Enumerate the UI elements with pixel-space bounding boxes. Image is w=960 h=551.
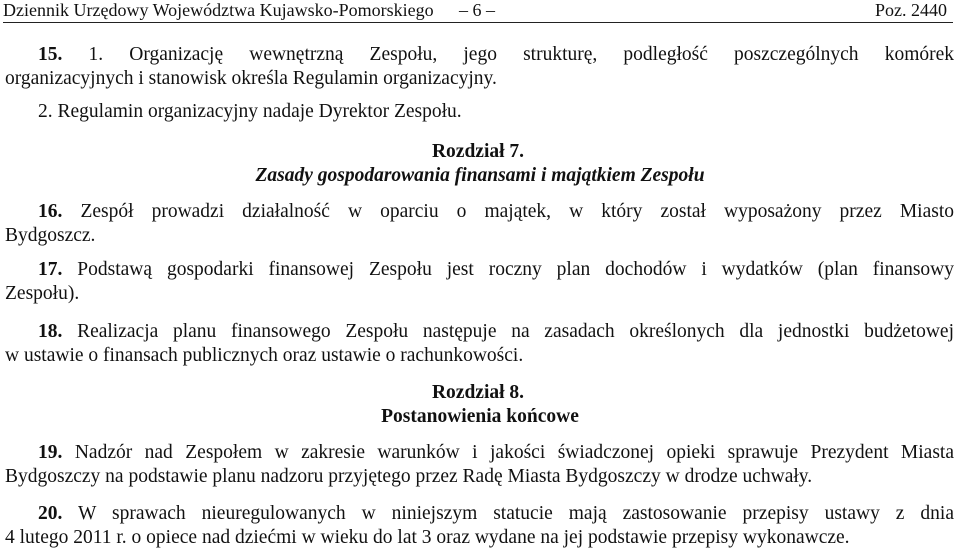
page-header bbox=[3, 0, 953, 23]
paragraph-number: 20. bbox=[38, 503, 63, 524]
chapter-7-title: Zasady gospodarowania finansami i majątkiem Zespołu bbox=[255, 165, 705, 186]
chapter-7-label: Rozdział 7. bbox=[431, 141, 525, 162]
paragraph-20-line-2: 4 lutego 2011 r. o opiece nad dziećmi w wieku do lat 3 oraz wydane na jej podstawie przepisy wykonawcze. bbox=[5, 527, 850, 548]
journal-title: Dziennik Urzędowy Województwa Kujawsko-Pomorskiego bbox=[3, 0, 434, 20]
paragraph-19-line-2: Bydgoszczy na podstawie planu nadzoru przyjętego przez Radę Miasta Bydgoszczy w drodze uchwały. bbox=[5, 466, 813, 487]
paragraph-number: 17. bbox=[38, 259, 63, 280]
paragraph-number: 16. bbox=[38, 201, 63, 222]
page-number: – 6 – bbox=[459, 0, 495, 20]
paragraph-text: Podstawą gospodarki finansowej Zespołu jest roczny plan dochodów i wydatków (plan finansowy bbox=[77, 259, 955, 280]
paragraph-17-line-2: Zespołu). bbox=[5, 283, 80, 304]
paragraph-18-line-2: w ustawie o finansach publicznych oraz ustawie o rachunkowości. bbox=[5, 345, 524, 366]
paragraph-18-line-1 bbox=[38, 320, 954, 344]
paragraph-text: Realizacja planu finansowego Zespołu następuje na zasadach określonych dla jednostki budżetowej bbox=[77, 321, 954, 342]
paragraph-text: 1. Organizację wewnętrzną Zespołu, jego strukturę, podległość poszczególnych komórek bbox=[88, 44, 955, 65]
paragraph-17-line-1 bbox=[38, 258, 954, 282]
paragraph-19-line-1 bbox=[38, 441, 954, 465]
paragraph-16-line-2: Bydgoszcz. bbox=[5, 225, 96, 246]
chapter-8-label: Rozdział 8. bbox=[431, 382, 525, 403]
paragraph-number: 19. bbox=[38, 442, 63, 463]
paragraph-text: Nadzór nad Zespołem w zakresie warunków i jakości świadczonej opieki sprawuje Prezydent Miasta bbox=[74, 442, 954, 463]
paragraph-15-item-2: 2. Regulamin organizacyjny nadaje Dyrektor Zespołu. bbox=[38, 101, 462, 122]
paragraph-text: W sprawach nieuregulowanych w niniejszym statucie mają zastosowanie przepisy ustawy z dnia bbox=[78, 503, 954, 524]
paragraph-20-line-1 bbox=[38, 502, 954, 526]
paragraph-text: Zespół prowadzi działalność w oparciu o majątek, w który został wyposażony przez Miasto bbox=[80, 201, 954, 222]
paragraph-15-line-1 bbox=[38, 43, 954, 67]
paragraph-16-line-1 bbox=[38, 200, 954, 224]
paragraph-number: 15. bbox=[38, 44, 63, 65]
position-number: Poz. 2440 bbox=[875, 0, 947, 20]
chapter-8-title: Postanowienia końcowe bbox=[381, 406, 579, 427]
paragraph-15-line-2: organizacyjnych i stanowisk określa Regulamin organizacyjny. bbox=[5, 68, 497, 89]
paragraph-number: 18. bbox=[38, 321, 63, 342]
